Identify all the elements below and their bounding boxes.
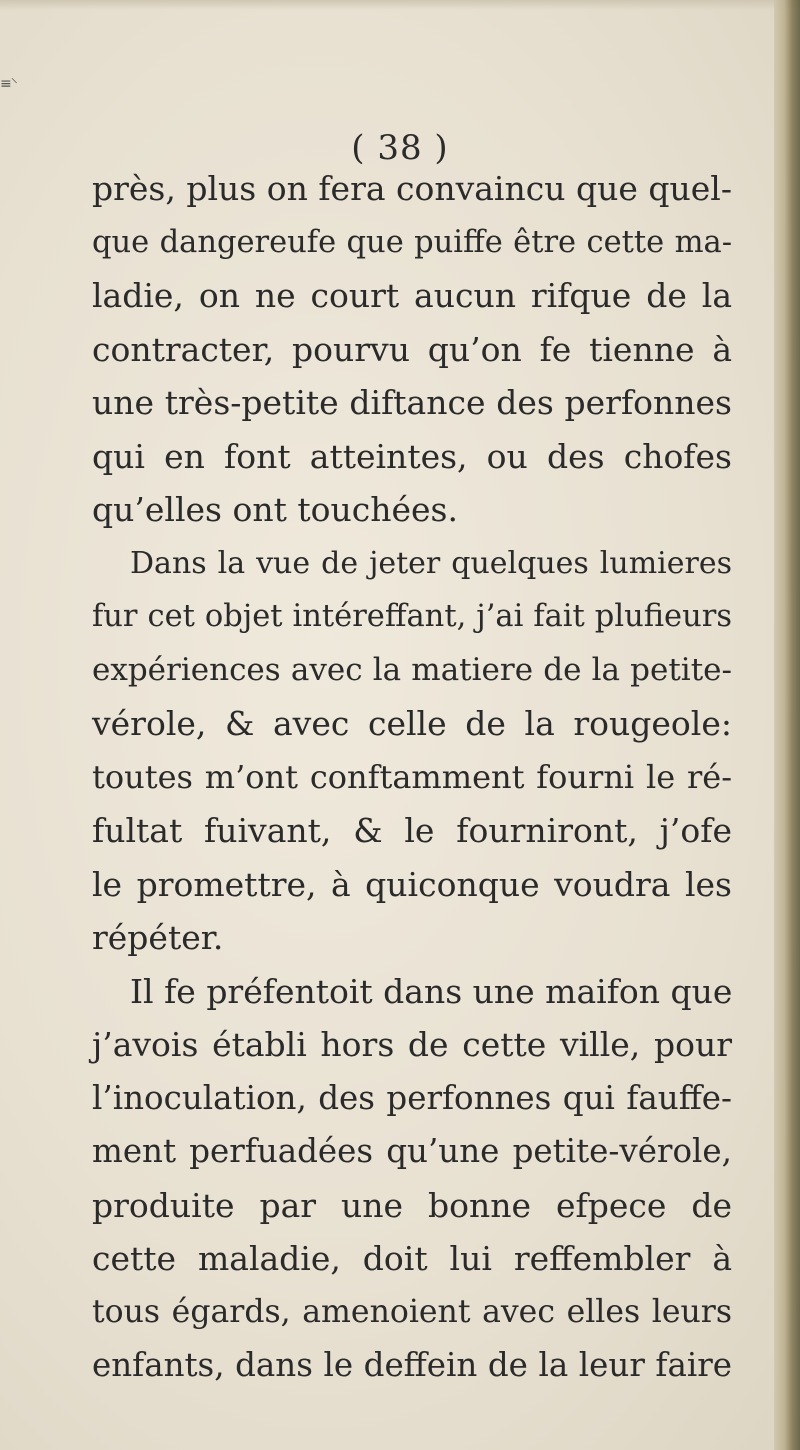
- text-line: contracter, pourvu qu’on fe tienne à: [92, 329, 732, 369]
- text-line: cette maladie, doit lui reffembler à: [92, 1239, 732, 1278]
- text-line: le promettre, à quiconque voudra les: [92, 864, 732, 904]
- text-line: toutes m’ont conftamment fourni le ré-: [92, 757, 732, 796]
- page-binding-edge: [774, 0, 800, 1450]
- body-text: [92, 162, 732, 1393]
- paragraph-start-line: Il fe préfentoit dans une maifon que: [130, 971, 733, 1011]
- text-line: que dangereufe que puiffe être cette ma-: [92, 224, 732, 260]
- text-line: ladie, on ne court aucun rifque de la: [92, 276, 732, 315]
- text-line: répéter.: [92, 918, 224, 957]
- text-line: qu’elles ont touchées.: [92, 490, 458, 529]
- text-line: fultat fuivant, & le fourniront, j’ofe: [92, 811, 732, 850]
- text-line: près, plus on fera convaincu que quel-: [92, 169, 732, 208]
- paragraph-start-line: Dans la vue de jeter quelques lumieres: [130, 545, 732, 581]
- text-line: produite par une bonne efpece de: [92, 1185, 732, 1225]
- text-line: ment perfuadées qu’une petite-vérole,: [92, 1132, 732, 1170]
- text-line: une très-petite diftance des perfonnes: [92, 383, 732, 422]
- text-line: tous égards, amenoient avec elles leurs: [92, 1293, 732, 1330]
- text-line: expériences avec la matiere de la petite-: [92, 651, 732, 688]
- corner-mark: ≡⸌: [0, 76, 17, 92]
- page-top-edge: [0, 0, 800, 10]
- text-line: l’inoculation, des perfonnes qui fauffe-: [92, 1078, 732, 1117]
- text-line: fur cet objet intéreffant, j’ai fait plufieurs: [92, 599, 732, 634]
- page-number: ( 38 ): [351, 128, 449, 168]
- text-line: j’avois établi hors de cette ville, pour: [92, 1025, 732, 1064]
- text-line: vérole, & avec celle de la rougeole:: [92, 704, 732, 743]
- text-line: enfants, dans le deffein de la leur faire: [92, 1346, 732, 1384]
- text-line: qui en font atteintes, ou des chofes: [92, 436, 732, 476]
